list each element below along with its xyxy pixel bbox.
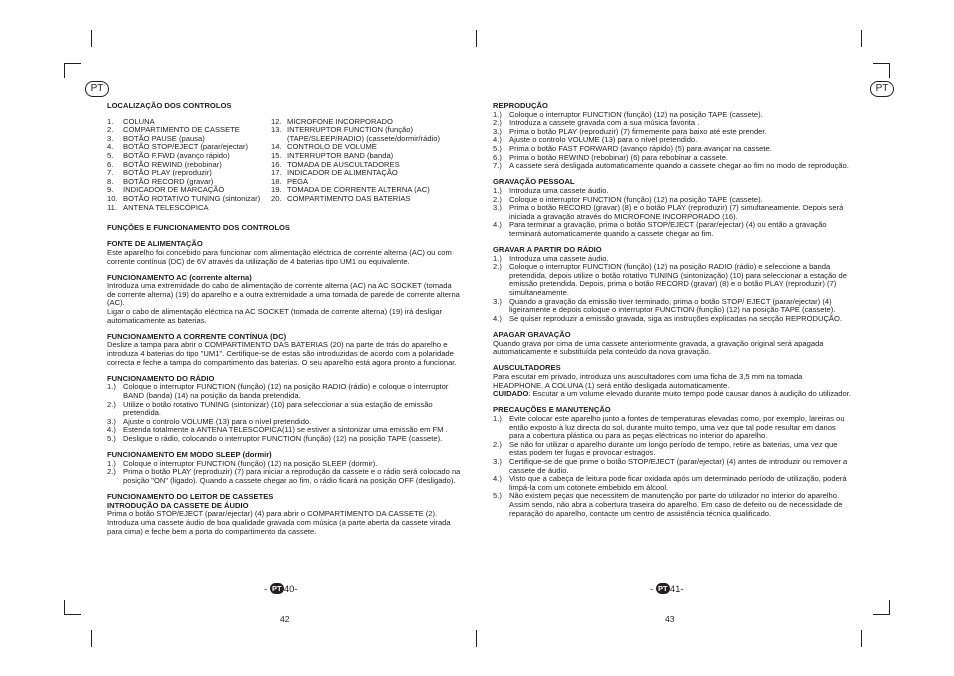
- item-number: 2.: [107, 125, 114, 135]
- item-number: 7.: [107, 168, 114, 178]
- item-number: 19.: [271, 185, 282, 195]
- list-item: [493, 458, 853, 475]
- radio-steps: [107, 383, 462, 443]
- item-text: Desligue o rádio, colocando o interruptor FUNCTION (função) (12) na posição TAPE (cassete).: [123, 433, 443, 443]
- item-text: INDICADOR DE ALIMENTAÇÃO: [287, 168, 398, 178]
- item-number: 4.): [493, 135, 502, 145]
- item-text: Quando a gravação da emissão tiver terminado, prima o botão STOP/ EJECT (parar/ejectar) (4) ligeiramente e depois coloque o interruptor FUNCTION (função) (12) na posição TAPE (cassete).: [509, 296, 836, 315]
- item-text: Prima o botão FAST FORWARD (avanço rápido) (5) para avançar na cassete.: [509, 143, 772, 153]
- sleep-heading: FUNCIONAMENTO EM MODO SLEEP (dormir): [107, 450, 272, 460]
- playback-steps: [493, 111, 853, 171]
- insert-heading: INTRODUÇÃO DA CASSETE DE ÁUDIO: [107, 500, 249, 510]
- item-number: 2.): [493, 118, 502, 128]
- item-number: 7.): [493, 161, 502, 171]
- item-number: 15.: [271, 150, 282, 160]
- item-text: Se não for utilizar o aparelho durante um longo período de tempo, retire as baterias, uma vez que estas podem ter fugas e provocar estragos.: [509, 439, 838, 458]
- item-number: 8.: [107, 176, 114, 186]
- footer-number: 41-: [669, 584, 684, 595]
- caution-text: [493, 390, 853, 399]
- crop-mark: [861, 630, 862, 647]
- item-text: Ajuste o controlo VOLUME (13) para o nível pretendido.: [509, 135, 698, 145]
- item-number: 5.): [493, 491, 502, 501]
- item-text: Introduza a cassete gravada com a sua música favorita .: [509, 118, 700, 128]
- item-number: 2.): [107, 399, 116, 409]
- list-item: [493, 298, 853, 315]
- item-text: COMPARTIMENTO DAS BATERIAS: [287, 193, 411, 203]
- item-number: 3.): [493, 126, 502, 136]
- right-page-content: [493, 102, 853, 518]
- item-text: COLUNA: [123, 116, 155, 126]
- care-steps: [493, 415, 853, 518]
- list-item: [107, 435, 462, 444]
- item-text: BOTÃO PAUSE (pausa): [123, 133, 205, 143]
- controls-list: [107, 118, 462, 213]
- item-text: Introduza uma cassete áudio.: [509, 253, 609, 263]
- item-number: 4.): [107, 425, 116, 435]
- item-number: 17.: [271, 168, 282, 178]
- item-number: 9.: [107, 185, 114, 195]
- item-number: 12.: [271, 116, 282, 126]
- headphones-text: Para escutar em privado, introduza uns auscultadores com uma ficha de 3,5 mm na tomada HEADPHONE. A COLUNA (1) será então desligada automaticamente.: [493, 372, 803, 390]
- list-item: [107, 204, 271, 213]
- item-text: Certifique-se de que prime o botão STOP/EJECT (parar/ejectar) (4) antes de introduzir ou remover a cassete de áudio.: [509, 456, 848, 475]
- item-text: COMPARTIMENTO DE CASSETE: [123, 125, 240, 135]
- item-text: Prima o botão RECORD (gravar) (8) e o botão PLAY (reproduzir) (7) simultaneamente. Depois será iniciada a gravação através do MICROFONE INCORPORADO (16).: [509, 203, 844, 221]
- radio-recording-heading: GRAVAR A PARTIR DO RÁDIO: [493, 245, 602, 255]
- item-text: BOTÃO REWIND (rebobinar): [123, 159, 222, 169]
- item-text: BOTÃO PLAY (reproduzir): [123, 168, 212, 178]
- item-text: Coloque o interruptor FUNCTION (função) (12) na posição SLEEP (dormir).: [123, 458, 378, 468]
- erase-heading: APAGAR GRAVAÇÃO: [493, 330, 571, 340]
- item-number: 10.: [107, 193, 118, 203]
- controls-column-a: [107, 118, 271, 213]
- item-number: 13.: [271, 125, 282, 135]
- ac-heading: FUNCIONAMENTO AC (corrente alterna): [107, 272, 252, 282]
- item-number: 5.): [493, 143, 502, 153]
- item-number: 20.: [271, 193, 282, 203]
- list-item: [493, 475, 853, 492]
- page-footer: [650, 583, 684, 595]
- dc-text: Deslize a tampa para abrir o COMPARTIMENTO DAS BATERIAS (20) na parte de trás do aparelho e introduza 4 baterias do tipo "UM1". Certifique-se de estas são introduzidas de acordo com a polaridade correcta e feche a tampa do compartimento das baterias. O seu aparelho está agora pronto a funcionar.: [107, 340, 457, 367]
- item-text: Se quiser reproduzir a emissão gravada, siga as instruções explicadas na secção REPRODUÇÃO.: [509, 313, 843, 323]
- recording-heading: GRAVAÇÃO PESSOAL: [493, 177, 575, 187]
- item-number: 2.): [493, 439, 502, 449]
- list-item: [107, 401, 462, 418]
- item-text: ANTENA TELESCÓPICA: [123, 202, 209, 212]
- crop-mark: [873, 614, 890, 615]
- list-item: [493, 204, 853, 221]
- item-text: Não existem peças que necessitem de manutenção por parte do utilizador no interior do aparelho. Assim sendo, não abra a cobertura traseira do aparelho. Em caso de defeito ou de necessidade de reparação do aparelho, contacte um centro de assistência técnica qualificado.: [509, 491, 843, 518]
- item-text: Utilize o botão rotativo TUNING (sintonizar) (10) para seleccionar a sua estação de emissão pretendida.: [123, 399, 433, 418]
- power-text: Este aparelho foi concebido para funcionar com alimentação eléctrica de corrente alterna (AC) ou com corrente contínua (DC) de 6V através da utilização de 4 baterias tipo UM1 ou equivalente.: [107, 247, 452, 266]
- radio-heading: FUNCIONAMENTO DO RÁDIO: [107, 373, 215, 383]
- item-text: MICROFONE INCORPORADO: [287, 116, 393, 126]
- item-number: 6.: [107, 159, 114, 169]
- item-text: BOTÃO RECORD (gravar): [123, 176, 214, 186]
- recording-steps: [493, 187, 853, 239]
- item-number: 14.: [271, 142, 282, 152]
- radio-recording-steps: [493, 255, 853, 324]
- item-text: Visto que a cabeça de leitura pode ficar oxidada após um determinado período de utilização, poderá limpá-la com um cotonete embebido em álcool.: [509, 474, 847, 492]
- item-number: 6.): [493, 152, 502, 162]
- footer-prefix: -: [650, 584, 656, 595]
- controls-heading: LOCALIZAÇÃO DOS CONTROLOS: [107, 101, 232, 110]
- item-text: BOTÃO ROTATIVO TUNING (sintonizar): [123, 193, 261, 203]
- item-text: Coloque o interruptor FUNCTION (função) (12) na posição TAPE (cassete).: [509, 194, 763, 204]
- item-text: Para terminar a gravação, prima o botão STOP/EJECT (parar/ejectar) (4) ou então a gravação terminará automaticamente quando a cassete chegar ao fim.: [509, 220, 827, 238]
- footer-prefix: -: [264, 584, 270, 595]
- insert-text: Prima o botão STOP/EJECT (parar/ejectar) (4) para abrir o COMPARTIMENTO DA CASSETE (2). Introduza uma cassete áudio de boa qualidade gravada com música (a parte aberta da cassete virada para cima) e feche bem a porta do compartimento da cassete.: [107, 509, 451, 536]
- language-badge: PT: [85, 81, 109, 97]
- item-text: INDICADOR DE MARCAÇÃO: [123, 185, 225, 195]
- playback-heading: REPRODUÇÃO: [493, 101, 548, 110]
- item-text: INTERRUPTOR BAND (banda): [287, 150, 394, 160]
- item-number: 11.: [107, 202, 117, 212]
- item-number: 4.: [107, 142, 114, 152]
- item-number: 1.): [493, 109, 502, 119]
- item-number: 3.: [107, 133, 114, 143]
- erase-text: Quando grava por cima de uma cassete anteriormente gravada, a gravação original será apagada automaticamente e substituída pela conteúdo da nova gravação.: [493, 338, 824, 357]
- list-item: [493, 162, 853, 171]
- item-number: 1.): [107, 382, 116, 392]
- item-number: 2.): [493, 262, 502, 272]
- item-text: CONTROLO DE VOLUME: [287, 142, 377, 152]
- right-page: [478, 63, 890, 624]
- item-text: Estenda totalmente a ANTENA TELESCÓPICA(11) se estiver a sintonizar uma emissão em FM .: [123, 425, 448, 435]
- item-text: Prima o botão PLAY (reproduzir) (7) firmemente para baixo até este prender.: [509, 126, 767, 136]
- item-number: 4.): [493, 313, 502, 323]
- ac-text: Introduza uma extremidade do cabo de alimentação de corrente alterna (AC) na AC SOCKET (tomada de corrente alterna) (19) do aparelho e a outra extremidade a uma tomada de parede de corrente alterna (AC).: [107, 281, 460, 308]
- item-number: 1.): [493, 253, 502, 263]
- item-number: 2.): [107, 467, 116, 477]
- item-text: BOTÃO STOP/EJECT (parar/ejectar): [123, 142, 249, 152]
- item-number: 3.): [493, 296, 502, 306]
- headphones-heading: AUSCULTADORES: [493, 363, 561, 373]
- controls-column-b: [271, 118, 461, 213]
- item-number: 5.: [107, 150, 114, 160]
- item-text: BOTÃO F.FWD (avanço rápido): [123, 150, 230, 160]
- item-text: Coloque o interruptor FUNCTION (função) (12) na posição RADIO (rádio) e seleccione a banda pretendida, depois utilize o botão rotativo TUNING (sintonização) (10) para seleccionar a estação de emissão pretendida. Depois, prima o botão RECORD (gravar) (8) e o botão PLAY (reproduzir) (7) simultaneamente.: [509, 262, 847, 298]
- item-number: 2.): [493, 194, 502, 204]
- caution-body: : Escutar a um volume elevado durante muito tempo pode causar danos à audição do utilizador.: [528, 389, 851, 399]
- item-text: Introduza uma cassete áudio.: [509, 185, 609, 195]
- list-item: [493, 221, 853, 238]
- crop-mark: [64, 614, 81, 615]
- item-number: 1.): [493, 413, 502, 423]
- list-item: [107, 468, 462, 485]
- item-number: 1.): [107, 458, 116, 468]
- list-item: [493, 441, 853, 458]
- item-number: 3.): [493, 456, 502, 466]
- list-item: [493, 315, 853, 324]
- page-number: 43: [665, 614, 675, 624]
- item-text: A cassete será desligada automaticamente quando a cassete chegar ao fim no modo de reprodução.: [509, 161, 849, 171]
- dc-heading: FUNCIONAMENTO A CORRENTE CONTÍNUA (DC): [107, 331, 287, 341]
- item-number: 16.: [271, 159, 282, 169]
- crop-mark: [476, 30, 477, 47]
- page-footer: [264, 583, 298, 595]
- item-number: 4.): [493, 474, 502, 484]
- left-page-content: [107, 102, 462, 536]
- footer-number: 40-: [283, 584, 298, 595]
- item-text: Evite colocar este aparelho junto a fontes de temperaturas elevadas como, por exemplo, lareiras ou então exposto à luz directa do sol, durante muito tempo, uma vez que tal pode resultar em danos para a cobertura plástica ou para as peças eléctricas no interior do aparelho.: [509, 413, 845, 441]
- item-text: TOMADA DE AUSCULTADORES: [287, 159, 400, 169]
- item-text: Coloque o interruptor FUNCTION (função) (12) na posição RADIO (rádio) e coloque o interruptor BAND (banda) (14) na posição da banda pretendida.: [123, 382, 449, 400]
- item-number: 1.: [107, 116, 114, 126]
- list-item: [107, 383, 462, 400]
- footer-badge: PT: [270, 583, 284, 594]
- ac-text: Ligar o cabo de alimentação eléctrica na AC SOCKET (tomada de corrente alterna) (19) irá desligar automaticamente as baterias.: [107, 307, 442, 325]
- left-page: [64, 63, 476, 624]
- crop-mark: [91, 630, 92, 647]
- item-number: 4.): [493, 220, 502, 230]
- caution-label: CUIDADO: [493, 389, 529, 399]
- item-number: 1.): [493, 185, 502, 195]
- item-text: PEGA: [287, 176, 309, 186]
- language-badge: PT: [870, 81, 894, 97]
- item-number: 3.): [107, 416, 116, 426]
- list-item: [271, 195, 461, 204]
- crop-mark: [476, 630, 477, 647]
- list-item: [493, 263, 853, 297]
- item-number: 18.: [271, 176, 282, 186]
- item-text: Ajuste o controlo VOLUME (13) para o nível pretendido.: [123, 416, 312, 426]
- cassette-heading: FUNCIONAMENTO DO LEITOR DE CASSETES: [107, 492, 274, 502]
- item-text: INTERRUPTOR FUNCTION (função): [287, 125, 414, 135]
- crop-mark: [91, 30, 92, 47]
- item-number: 5.): [107, 433, 116, 443]
- footer-badge: PT: [656, 583, 670, 594]
- care-heading: PRECAUÇÕES E MANUTENÇÃO: [493, 405, 611, 415]
- item-text: Coloque o interruptor FUNCTION (função) (12) na posição TAPE (cassete).: [509, 109, 763, 119]
- item-text: (TAPE/SLEEP/RADIO) (cassete/dormir/rádio): [287, 133, 441, 143]
- sleep-steps: [107, 460, 462, 486]
- crop-mark: [861, 30, 862, 47]
- functions-heading: FUNÇÕES E FUNCIONAMENTO DOS CONTROLOS: [107, 223, 290, 233]
- item-text: Prima o botão REWIND (rebobinar) (6) para rebobinar a cassete.: [509, 152, 729, 162]
- item-number: 3.): [493, 203, 502, 213]
- item-text: TOMADA DE CORRENTE ALTERNA (AC): [287, 185, 430, 195]
- item-text: Prima o botão PLAY (reproduzir) (7) para iniciar a reprodução da cassete e o rádio será colocado na posição "ON" (ligado). Quando a cassete chegar ao fim, o rádio ficará na posição OFF (desligado).: [123, 467, 461, 485]
- list-item: [493, 492, 853, 518]
- page-number: 42: [280, 614, 290, 624]
- list-item: [493, 415, 853, 441]
- power-heading: FONTE DE ALIMENTAÇÃO: [107, 239, 203, 249]
